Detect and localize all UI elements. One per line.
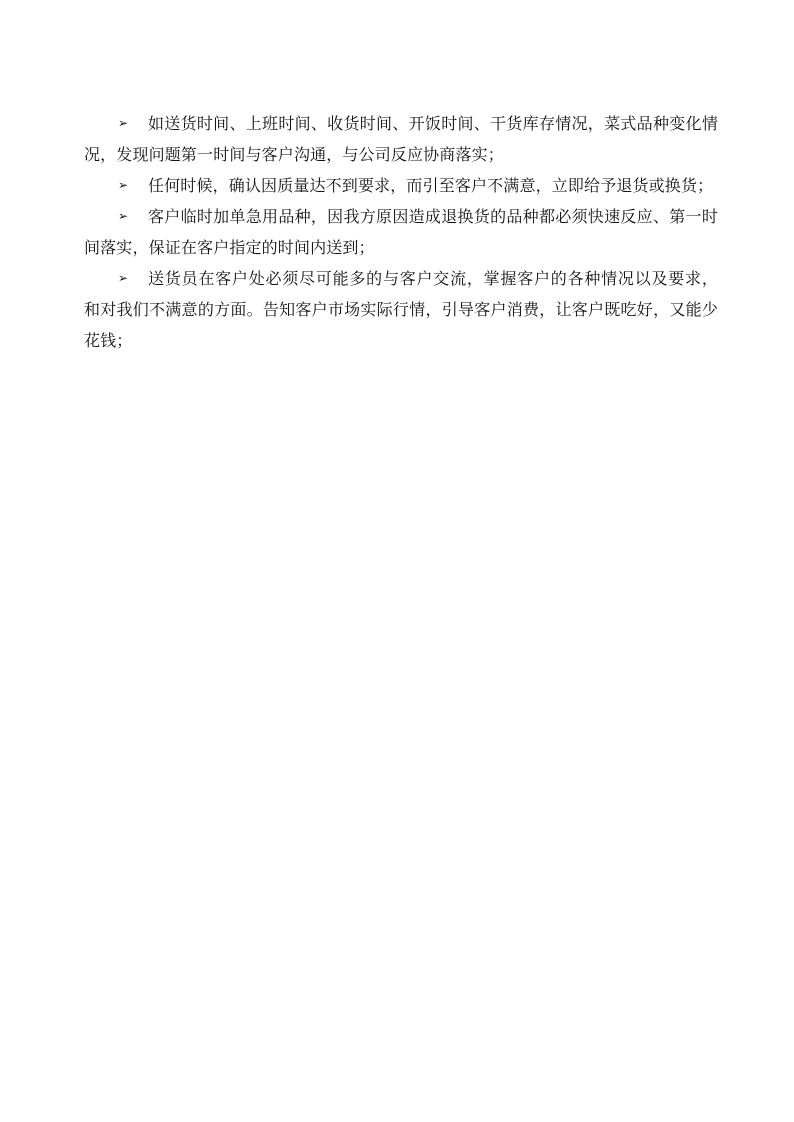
- bullet-text: 客户临时加单急用品种，因我方原因造成退换货的品种都必须快速反应、第一时间落实，保证在客户指定的时间内送到；: [84, 207, 718, 257]
- arrow-bullet-icon: ➢: [118, 178, 129, 192]
- bullet-text: 如送货时间、上班时间、收货时间、开饭时间、干货库存情况，菜式品种变化情况，发现问题第一时间与客户沟通，与公司反应协商落实；: [84, 114, 718, 164]
- bullet-text: 送货员在客户处必须尽可能多的与客户交流，掌握客户的各种情况以及要求， 和对我们不满意的方面。告知客户市场实际行情，引导客户消费，让客户既吃好，又能少花钱；: [84, 269, 718, 350]
- bullet-text: 任何时候，确认因质量达不到要求，而引至客户不满意，立即给予退货或换货；: [148, 176, 714, 195]
- bullet-item-customer-communication: [84, 263, 718, 356]
- bullet-item-quality-return: [84, 170, 718, 201]
- document-body: [84, 108, 718, 356]
- arrow-bullet-icon: ➢: [118, 209, 129, 223]
- bullet-item-urgent-order: [84, 201, 718, 263]
- arrow-bullet-icon: ➢: [118, 271, 129, 285]
- bullet-item-delivery-coordination: [84, 108, 718, 170]
- arrow-bullet-icon: ➢: [118, 116, 129, 130]
